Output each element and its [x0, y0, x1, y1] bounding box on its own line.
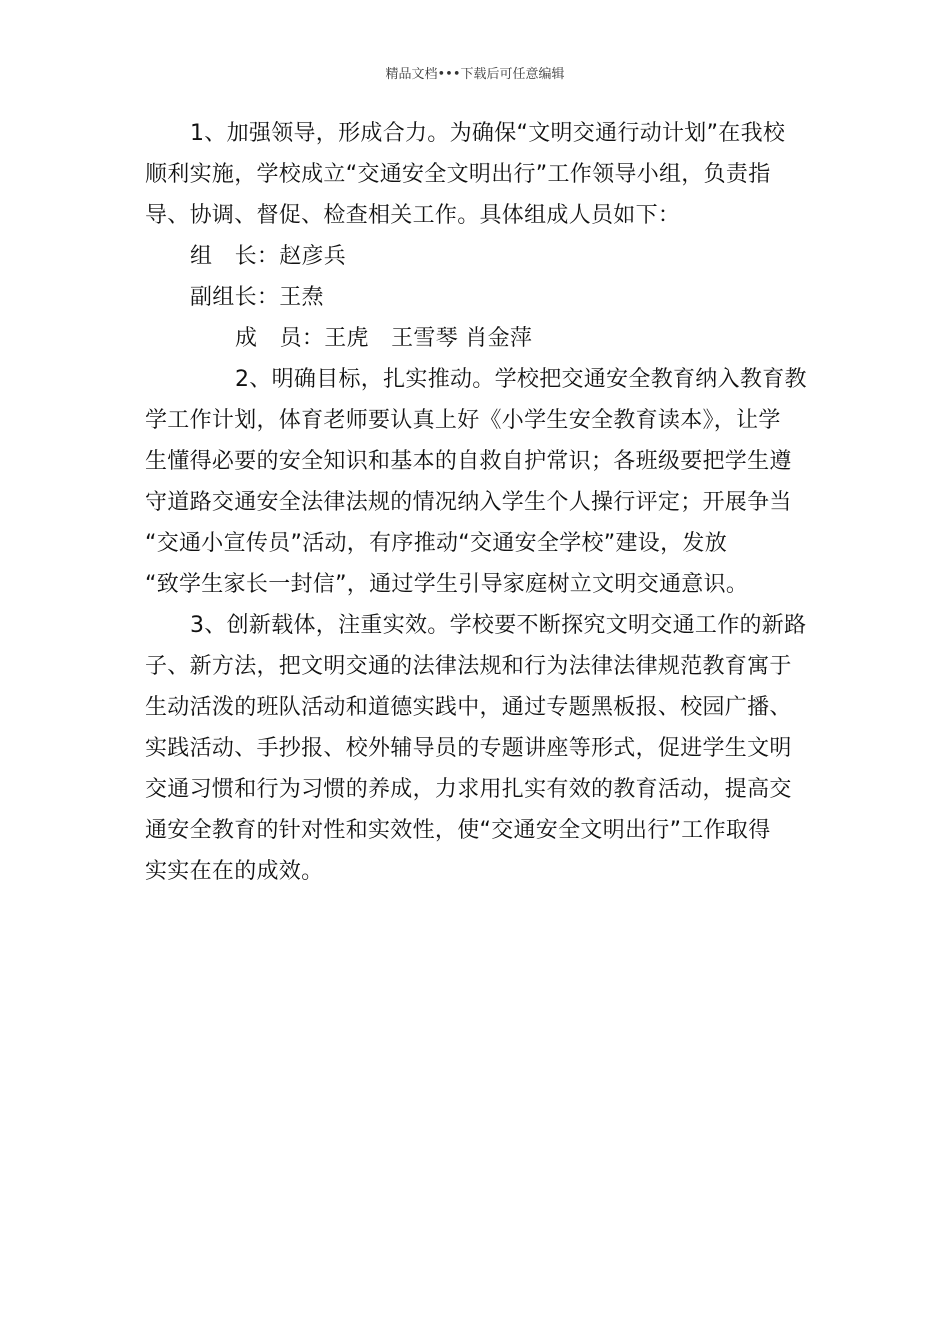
body-line: 守道路交通安全法律法规的情况纳入学生个人操行评定；开展争当	[145, 490, 792, 515]
page-header: 精品文档•••下载后可任意编辑	[385, 67, 565, 82]
body-line: 生懂得必要的安全知识和基本的自救自护常识；各班级要把学生遵	[145, 449, 792, 474]
body-line: 顺利实施，学校成立“交通安全文明出行”工作领导小组，负责指	[145, 162, 771, 187]
body-line: 通安全教育的针对性和实效性，使“交通安全文明出行”工作取得	[145, 818, 771, 843]
body-line: 成 员：王虎 王雪琴 肖金萍	[235, 326, 533, 351]
body-line: 学工作计划，体育老师要认真上好《小学生安全教育读本》，让学	[145, 408, 781, 433]
body-line: 交通习惯和行为习惯的养成，力求用扎实有效的教育活动，提高交	[145, 777, 792, 802]
body-line: 副组长：王焘	[190, 285, 324, 310]
body-line: 子、新方法，把文明交通的法律法规和行为法律法律规范教育寓于	[145, 654, 792, 679]
body-line: 2、明确目标，扎实推动。学校把交通安全教育纳入教育教	[235, 367, 807, 392]
body-line: 生动活泼的班队活动和道德实践中，通过专题黑板报、校园广播、	[145, 695, 792, 720]
body-line: “交通小宣传员”活动，有序推动“交通安全学校”建设，发放	[145, 531, 727, 556]
body-line: “致学生家长一封信”，通过学生引导家庭树立文明交通意识。	[145, 572, 749, 597]
body-line: 导、协调、督促、检查相关工作。具体组成人员如下：	[145, 203, 681, 228]
body-line: 3、创新载体，注重实效。学校要不断探究文明交通工作的新路	[190, 613, 807, 638]
body-line: 实实在在的成效。	[145, 859, 324, 884]
body-line: 组 长：赵彦兵	[190, 244, 347, 269]
body-line: 实践活动、手抄报、校外辅导员的专题讲座等形式，促进学生文明	[145, 736, 792, 761]
body-line: 1、加强领导，形成合力。为确保“文明交通行动计划”在我校	[190, 121, 786, 146]
